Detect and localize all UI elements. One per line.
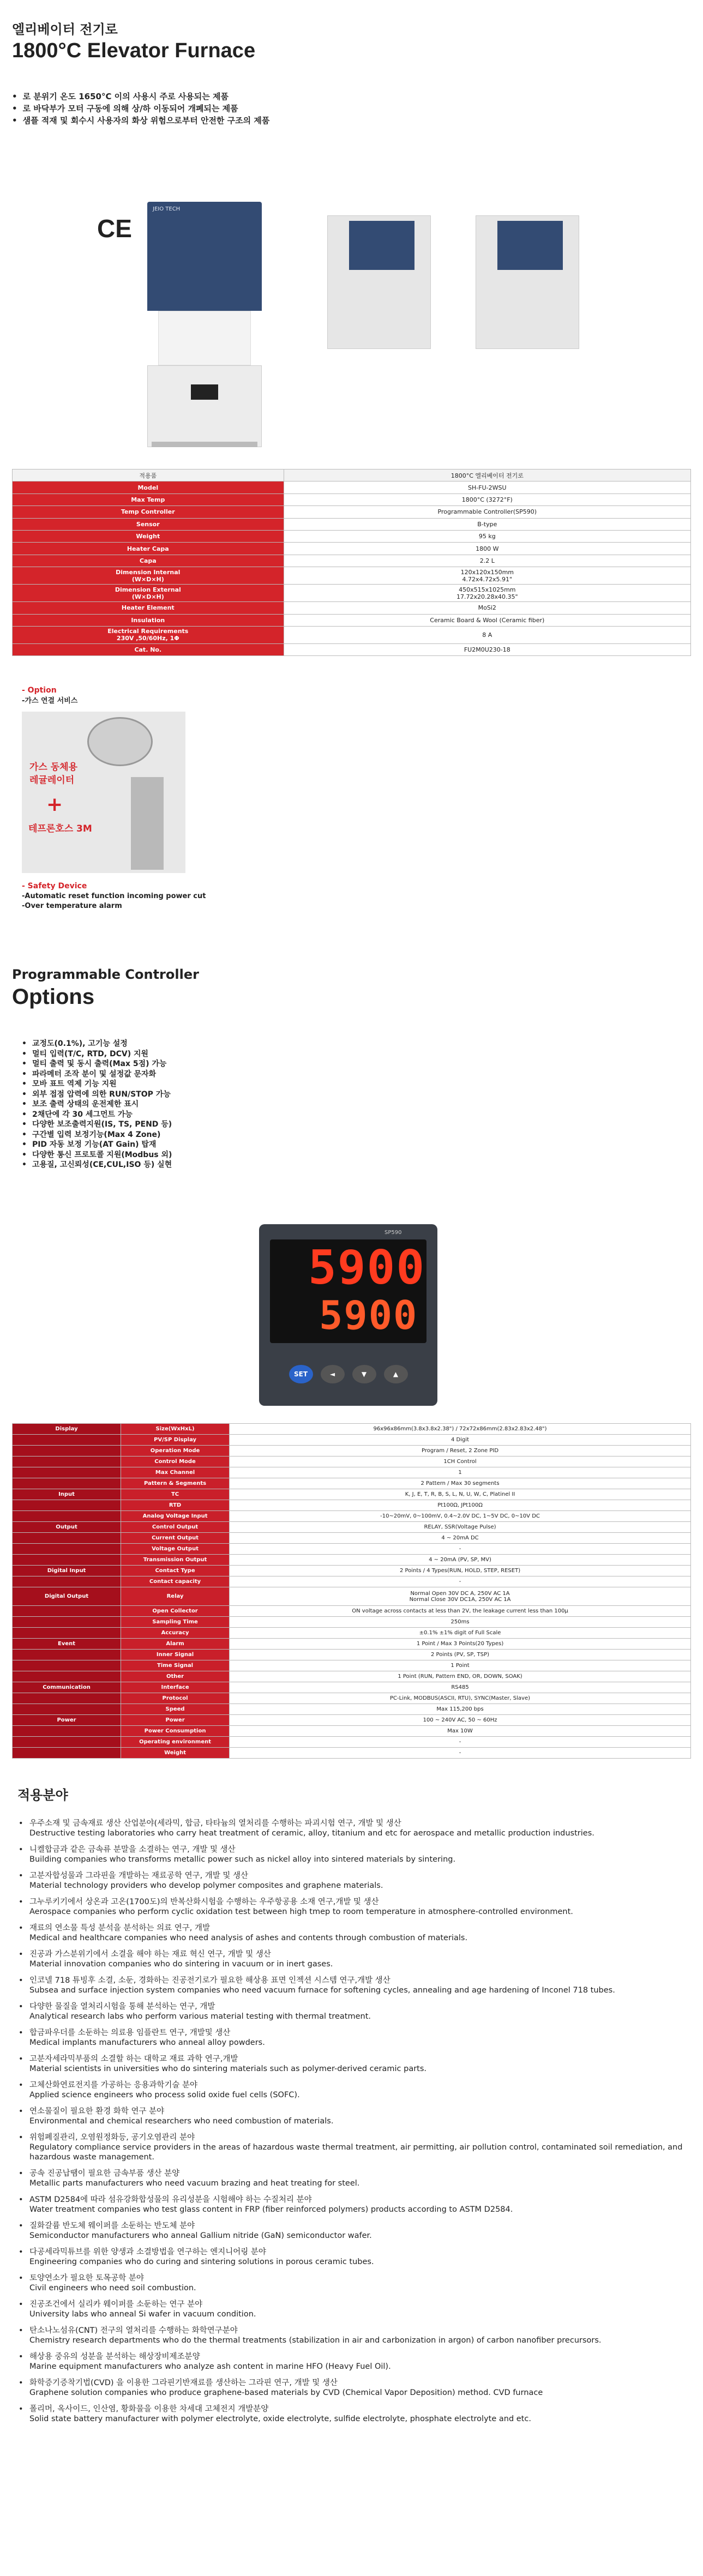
category-cell <box>13 1555 121 1566</box>
application-en: Material scientists in universities who do sintering materials such as polymer-derived ceramic parts. <box>29 2065 427 2073</box>
spec-row <box>13 470 691 482</box>
applications-title: 적용분야 <box>17 1787 68 1803</box>
category-cell: Communication <box>13 1682 121 1693</box>
sub-cell: Voltage Output <box>121 1544 230 1555</box>
spec-key: 적용품 <box>13 470 284 482</box>
option-item: • 파라메터 조작 분이 및 설정값 문자화 <box>22 1069 172 1080</box>
sub-cell: Speed <box>121 1704 230 1715</box>
application-item <box>17 2300 688 2319</box>
sub-cell: Contact Type <box>121 1566 230 1576</box>
application-ko: • 고분자세라믹부품의 소결할 하는 대학교 재료 과학 연구,개발 <box>29 2055 238 2063</box>
application-item <box>17 1949 688 1969</box>
application-en: Solid state battery manufacturer with polymer electrolyte, oxide electrolyte, sulfide electrolyte, phosphate electrolyte and etc. <box>29 2415 531 2423</box>
controller-spec-row <box>13 1544 691 1555</box>
application-en: Medical implants manufacturers who anneal alloy powders. <box>29 2038 265 2047</box>
category-cell <box>13 1544 121 1555</box>
application-en: Metallic parts manufacturers who need vacuum brazing and heat treating for steel. <box>29 2179 360 2188</box>
application-item <box>17 2273 688 2293</box>
category-cell <box>13 1478 121 1489</box>
value-cell: 96x96x86mm(3.8x3.8x2.38") / 72x72x86mm(2.83x2.83x2.48") <box>230 1424 691 1435</box>
category-cell <box>13 1704 121 1715</box>
application-item <box>17 2352 688 2372</box>
application-item <box>17 2106 688 2126</box>
sub-cell: Inner Signal <box>121 1650 230 1660</box>
controller-label: Programmable Controller <box>12 967 199 982</box>
application-ko: • 질화갈륨 반도체 웨이퍼를 소둔하는 반도체 분야 <box>29 2222 195 2230</box>
spec-row <box>13 614 691 626</box>
controller-brand: SP590 <box>384 1230 402 1236</box>
application-ko: • 진공조건에서 실리카 웨이퍼를 소둔하는 연구 분야 <box>29 2300 203 2309</box>
sub-cell: Power Consumption <box>121 1726 230 1737</box>
controller-spec-row <box>13 1446 691 1456</box>
spec-row <box>13 555 691 567</box>
controller-spec-row <box>13 1737 691 1748</box>
value-cell: RS485 <box>230 1682 691 1693</box>
application-item <box>17 2378 688 2398</box>
application-item <box>17 1845 688 1864</box>
sub-cell: Time Signal <box>121 1660 230 1671</box>
spec-row <box>13 518 691 530</box>
application-ko: • 탄소나노섬유(CNT) 전구의 열처리를 수행하는 화학연구분야 <box>29 2326 238 2335</box>
application-ko: • 인코넬 718 튜빙후 소결, 소둔, 경화하는 진공전기로가 필요한 해상용 표면 인젝션 시스템 연구,개발 생산 <box>29 1976 390 1985</box>
safety-list <box>22 892 206 911</box>
applications-section <box>17 1784 688 2430</box>
controller-spec-row <box>13 1467 691 1478</box>
option-item: • 고용질, 고신뢰성(CE,CUL,ISO 등) 실현 <box>22 1160 172 1170</box>
value-cell: 1 <box>230 1467 691 1478</box>
plus-icon: + <box>46 793 63 816</box>
sub-cell: Weight <box>121 1748 230 1759</box>
spec-value: SH-FU-2WSU <box>284 482 690 493</box>
value-cell: 4 Digit <box>230 1435 691 1446</box>
value-cell: PC-Link, MODBUS(ASCII, RTU), SYNC(Master, Slave) <box>230 1693 691 1704</box>
category-cell: Digital Input <box>13 1566 121 1576</box>
sub-cell: Operation Mode <box>121 1446 230 1456</box>
value-cell: 1 Point (RUN, Pattern END, OR, DOWN, SOAK) <box>230 1671 691 1682</box>
controller-spec-row <box>13 1511 691 1522</box>
value-cell: 2 Points / 4 Types(RUN, HOLD, STEP, RESET) <box>230 1566 691 1576</box>
sub-cell: Accuracy <box>121 1628 230 1639</box>
spec-table <box>12 469 691 656</box>
category-cell <box>13 1671 121 1682</box>
controller-spec-row <box>13 1682 691 1693</box>
spec-key: Dimension External (W×D×H) <box>13 585 284 602</box>
spec-key: Temp Controller <box>13 506 284 518</box>
pv-display: 5900 <box>308 1241 426 1295</box>
category-cell <box>13 1606 121 1617</box>
application-item <box>17 1976 688 1995</box>
category-cell <box>13 1435 121 1446</box>
spec-key: Capa <box>13 555 284 567</box>
option-item: • 외부 접점 압력에 의한 RUN/STOP 가능 <box>22 1090 172 1100</box>
sub-cell: RTD <box>121 1500 230 1511</box>
feature-item: • 로 분위기 온도 1650°C 이의 사용시 주로 사용되는 제품 <box>12 91 269 103</box>
spec-value: Ceramic Board & Wool (Ceramic fiber) <box>284 614 690 626</box>
category-cell: Power <box>13 1715 121 1726</box>
option-item: • 모바 표트 역제 기능 지원 <box>22 1079 172 1090</box>
application-ko: • 토양연소가 필요한 토목공학 분야 <box>29 2274 144 2283</box>
spec-value: 95 kg <box>284 530 690 542</box>
controller-spec-row <box>13 1715 691 1726</box>
spec-row <box>13 567 691 585</box>
controller-spec-row <box>13 1566 691 1576</box>
spec-value: MoSi2 <box>284 602 690 614</box>
spec-value: 120x120x150mm 4.72x4.72x5.91" <box>284 567 690 585</box>
sub-cell: Contact capacity <box>121 1576 230 1587</box>
application-ko: • ASTM D2584에 따라 섬유강화합성물의 유리성분을 시험해야 하는 수질처리 분야 <box>29 2195 312 2204</box>
value-cell: RELAY, SSR(Voltage Pulse) <box>230 1522 691 1533</box>
category-cell <box>13 1748 121 1759</box>
application-item <box>17 2221 688 2241</box>
application-ko: • 진공과 가스분위기에서 소결을 해야 하는 재료 혁신 연구, 개발 및 생산 <box>29 1950 271 1959</box>
category-cell <box>13 1650 121 1660</box>
spec-value: 8 A <box>284 626 690 643</box>
controller-spec-row <box>13 1617 691 1628</box>
controller-image <box>259 1224 437 1406</box>
spec-key: Cat. No. <box>13 643 284 655</box>
value-cell: - <box>230 1748 691 1759</box>
option-title: - Option <box>22 686 57 695</box>
value-cell: -10~20mV, 0~100mV, 0.4~2.0V DC, 1~5V DC, 0~10V DC <box>230 1511 691 1522</box>
application-item <box>17 2404 688 2424</box>
spec-value: 450x515x1025mm 17.72x20.28x40.35" <box>284 585 690 602</box>
brand-logo: JEIO TECH <box>153 206 181 212</box>
application-ko: • 위험폐질관리, 오염원정화등, 공기오염관리 분야 <box>29 2133 195 2142</box>
application-item <box>17 1923 688 1943</box>
value-cell: - <box>230 1737 691 1748</box>
spec-row <box>13 626 691 643</box>
application-ko: • 고체산화연료전지를 가공하는 응용과학기술 분야 <box>29 2081 197 2090</box>
controller-spec-row <box>13 1671 691 1682</box>
controller-button: ◄ <box>321 1365 345 1383</box>
application-item <box>17 2326 688 2345</box>
application-item <box>17 2054 688 2074</box>
application-item <box>17 2247 688 2267</box>
value-cell: 2 Pattern / Max 30 segments <box>230 1478 691 1489</box>
application-ko: • 연소물질이 필요한 환경 화학 연구 분야 <box>29 2107 165 2116</box>
value-cell: Max 10W <box>230 1726 691 1737</box>
value-cell: 1 Point <box>230 1660 691 1671</box>
controller-spec-row <box>13 1639 691 1650</box>
application-item <box>17 2080 688 2100</box>
option-item: • PID 자동 보정 기능(AT Gain) 탑재 <box>22 1140 172 1150</box>
options-heading: Options <box>12 985 95 1009</box>
application-en: Applied science engineers who process solid oxide fuel cells (SOFC). <box>29 2091 300 2099</box>
spec-key: Max Temp <box>13 493 284 505</box>
controller-spec-row <box>13 1533 691 1544</box>
spec-value: 1800°C 엘리베이터 전기로 <box>284 470 690 482</box>
hose-label: 테프론호스 3M <box>28 823 92 834</box>
application-en: Analytical research labs who perform various material testing with thermal treatment. <box>29 2012 371 2021</box>
application-item <box>17 1819 688 1838</box>
option-item: • 교정도(0.1%), 고기능 설정 <box>22 1039 172 1049</box>
application-en: Civil engineers who need soil combustion. <box>29 2284 196 2292</box>
application-ko: • 다양한 물질을 열처리시험을 통해 분석하는 연구, 개발 <box>29 2002 215 2011</box>
furnace-photo-open <box>476 215 579 349</box>
option-text: -가스 연결 서비스 <box>22 697 78 705</box>
category-cell <box>13 1628 121 1639</box>
value-cell: ±0.1% ±1% digit of Full Scale <box>230 1628 691 1639</box>
sub-cell: Interface <box>121 1682 230 1693</box>
sub-cell: Alarm <box>121 1639 230 1650</box>
application-en: Environmental and chemical researchers who need combustion of materials. <box>29 2117 334 2126</box>
category-cell <box>13 1533 121 1544</box>
value-cell: - <box>230 1576 691 1587</box>
category-cell: Input <box>13 1489 121 1500</box>
application-ko: • 화학증기증착기법(CVD) 을 이용한 그라핀기반재료를 생산하는 그라핀 연구, 개발 및 생산 <box>29 2379 338 2387</box>
spec-key: Heater Element <box>13 602 284 614</box>
safety-item: -Automatic reset function incoming power cut <box>22 892 206 900</box>
controller-spec-row <box>13 1456 691 1467</box>
controller-spec-row <box>13 1704 691 1715</box>
application-item <box>17 1897 688 1917</box>
safety-item: -Over temperature alarm <box>22 902 122 910</box>
category-cell: Event <box>13 1639 121 1650</box>
application-en: Regulatory compliance service providers in the areas of hazardous waste thermal treatment, air permitting, air pollution control, contaminated soil remediation, and hazardous waste management. <box>29 2143 683 2162</box>
application-en: Aerospace companies who perform cyclic oxidation test between high tmep to room temperature in atmosphere-controlled environment. <box>29 1907 573 1916</box>
application-ko: • 폴리머, 옥사이드, 인산염, 황화물을 이용한 차세대 고체전지 개발분양 <box>29 2405 269 2414</box>
option-item: • 멀티 입력(T/C, RTD, DCV) 지원 <box>22 1049 172 1060</box>
application-en: Destructive testing laboratories who carry heat treatment of ceramic, alloy, titanium and etc for aerospace and metallic production industries. <box>29 1829 594 1838</box>
furnace-hero-image <box>147 202 295 458</box>
spec-row <box>13 530 691 542</box>
spec-value: 1800°C (3272°F) <box>284 493 690 505</box>
category-cell <box>13 1726 121 1737</box>
application-en: Material innovation companies who do sintering in vacuum or in inert gases. <box>29 1960 333 1969</box>
spec-row <box>13 643 691 655</box>
application-en: Engineering companies who do curing and sintering solutions in porous ceramic tubes. <box>29 2258 374 2266</box>
spec-key: Model <box>13 482 284 493</box>
spec-key: Insulation <box>13 614 284 626</box>
spec-value: Programmable Controller(SP590) <box>284 506 690 518</box>
category-cell <box>13 1576 121 1587</box>
sub-cell: Current Output <box>121 1533 230 1544</box>
application-en: Graphene solution companies who produce graphene-based materials by CVD (Chemical Vapor Deposition) method. CVD furnace <box>29 2388 543 2397</box>
option-item: • 다양한 보조출력지원(IS, TS, PEND 등) <box>22 1120 172 1130</box>
application-item <box>17 1871 688 1891</box>
spec-row <box>13 482 691 493</box>
controller-spec-row <box>13 1555 691 1566</box>
ce-mark-icon: CE <box>97 214 132 243</box>
application-ko: • 고분자합성물과 그라핀을 개발하는 재료공학 연구, 개발 및 생산 <box>29 1871 249 1880</box>
application-en: Subsea and surface injection system companies who need vacuum furnace for softening cycles, annealing and age hardening of Inconel 718 tubes. <box>29 1986 615 1995</box>
category-cell: Digital Output <box>13 1587 121 1606</box>
controller-button: ▼ <box>352 1365 376 1383</box>
application-ko: • 그누루키기에서 상온과 고온(1700도)의 반복산화시험을 수행하는 우주항공용 소재 연구,개발 및 생산 <box>29 1898 379 1906</box>
category-cell <box>13 1660 121 1671</box>
sub-cell: Operating environment <box>121 1737 230 1748</box>
category-cell <box>13 1467 121 1478</box>
spec-key: Dimension Internal (W×D×H) <box>13 567 284 585</box>
controller-spec-row <box>13 1628 691 1639</box>
controller-spec-row <box>13 1650 691 1660</box>
sub-cell: Size(WxHxL) <box>121 1424 230 1435</box>
sv-display: 5900 <box>319 1292 418 1338</box>
spec-value: FU2M0U230-18 <box>284 643 690 655</box>
sub-cell: Sampling Time <box>121 1617 230 1628</box>
controller-spec-row <box>13 1606 691 1617</box>
application-en: Building companies who transforms metallic power such as nickel alloy into sintered materials by sintering. <box>29 1855 456 1864</box>
category-cell <box>13 1511 121 1522</box>
controller-spec-row <box>13 1435 691 1446</box>
application-ko: • 재료의 연소물 특성 분석을 분석하는 의료 연구, 개발 <box>29 1924 211 1933</box>
gas-regulator-image <box>22 712 185 873</box>
sub-cell: Pattern & Segments <box>121 1478 230 1489</box>
application-ko: • 합금파우더를 소둔하는 의료용 임플란트 연구, 개발및 생산 <box>29 2029 231 2037</box>
controller-spec-row <box>13 1489 691 1500</box>
sub-cell: Relay <box>121 1587 230 1606</box>
controller-spec-row <box>13 1726 691 1737</box>
category-cell: Display <box>13 1424 121 1435</box>
regulator-label: 가스 동체용 레귤레이터 <box>29 762 78 786</box>
value-cell: 250ms <box>230 1617 691 1628</box>
application-en: Marine equipment manufacturers who analyze ash content in marine HFO (Heavy Fuel Oil). <box>29 2362 391 2371</box>
controller-spec-row <box>13 1478 691 1489</box>
sub-cell: Power <box>121 1715 230 1726</box>
value-cell: 1CH Control <box>230 1456 691 1467</box>
application-en: Medical and healthcare companies who need analysis of ashes and contents through combustion of materials. <box>29 1934 468 1942</box>
controller-spec-row <box>13 1587 691 1606</box>
application-ko: • 다공세라믹튜브를 위한 양생과 소결방법을 연구하는 엔지니어링 분야 <box>29 2248 266 2256</box>
sub-cell: Transmission Output <box>121 1555 230 1566</box>
safety-title: - Safety Device <box>22 882 87 890</box>
controller-spec-row <box>13 1660 691 1671</box>
value-cell: Normal Open 30V DC A, 250V AC 1A Normal Close 30V DC1A, 250V AC 1A <box>230 1587 691 1606</box>
value-cell: 2 Points (PV, SP, TSP) <box>230 1650 691 1660</box>
spec-row <box>13 543 691 555</box>
option-item: • 멀티 출력 및 동시 출력(Max 5점) 가능 <box>22 1059 172 1069</box>
option-item: • 2채단에 각 30 세그먼트 가능 <box>22 1110 172 1120</box>
value-cell: - <box>230 1544 691 1555</box>
value-cell: ON voltage across contacts at less than 2V, the leakage current less than 100μ <box>230 1606 691 1617</box>
application-item <box>17 2133 688 2162</box>
furnace-photo-closed <box>327 215 431 349</box>
controller-spec-table <box>12 1423 691 1759</box>
feature-list <box>12 91 269 127</box>
category-cell <box>13 1500 121 1511</box>
sub-cell: TC <box>121 1489 230 1500</box>
application-item <box>17 2195 688 2214</box>
controller-button: ▲ <box>384 1365 408 1383</box>
option-item: • 구간별 입력 보정기능(Max 4 Zone) <box>22 1130 172 1140</box>
spec-key: Electrical Requirements 230V ,50/60Hz, 1Φ <box>13 626 284 643</box>
application-en: University labs who anneal Si wafer in vacuum condition. <box>29 2310 256 2319</box>
sub-cell: Open Collector <box>121 1606 230 1617</box>
sub-cell: Control Output <box>121 1522 230 1533</box>
spec-key: Sensor <box>13 518 284 530</box>
application-en: Semiconductor manufacturers who anneal Gallium nitride (GaN) semiconductor wafer. <box>29 2231 372 2240</box>
page-title: 1800°C Elevator Furnace <box>12 39 256 62</box>
spec-key: Heater Capa <box>13 543 284 555</box>
feature-item: • 샘플 적재 및 회수시 사용자의 화상 위험으로부터 안전한 구조의 제품 <box>12 115 269 127</box>
sub-cell: PV/SP Display <box>121 1435 230 1446</box>
spec-row <box>13 506 691 518</box>
option-item: • 보조 출력 상태의 운전제한 표시 <box>22 1099 172 1110</box>
application-en: Chemistry research departments who do the thermal treatments (stabilization in air and carbonization in argon) of carbon nanofiber precursors. <box>29 2336 602 2345</box>
application-item <box>17 2169 688 2188</box>
sub-cell: Other <box>121 1671 230 1682</box>
application-en: Water treatment companies who test glass content in FRP (fiber reinforced polymers) products according to ASTM D2584. <box>29 2205 513 2214</box>
controller-spec-row <box>13 1576 691 1587</box>
category-cell <box>13 1617 121 1628</box>
spec-row <box>13 602 691 614</box>
spec-row <box>13 585 691 602</box>
value-cell: Pt100Ω, JPt100Ω <box>230 1500 691 1511</box>
spec-row <box>13 493 691 505</box>
application-ko: • 우주소재 및 금속재료 생산 산업분야(세라믹, 합금, 타타늄의 열처리를 수행하는 파괴시험 연구, 개발 및 생산 <box>29 1819 401 1828</box>
sub-cell: Analog Voltage Input <box>121 1511 230 1522</box>
sub-cell: Max Channel <box>121 1467 230 1478</box>
feature-item: • 로 바닥부가 모터 구동에 의해 상/하 이동되어 개폐되는 제품 <box>12 103 269 115</box>
spec-value: 1800 W <box>284 543 690 555</box>
sub-cell: Protocol <box>121 1693 230 1704</box>
controller-spec-row <box>13 1693 691 1704</box>
application-ko: • 공속 진공납땜이 필요한 금속부품 생산 분양 <box>29 2169 180 2178</box>
spec-key: Weight <box>13 530 284 542</box>
spec-value: B-type <box>284 518 690 530</box>
value-cell: 4 ~ 20mA (PV, SP, MV) <box>230 1555 691 1566</box>
application-item <box>17 2002 688 2021</box>
applications-list <box>17 1819 688 2424</box>
option-item: • 다양한 통신 프로토콜 지원(Modbus 외) <box>22 1150 172 1160</box>
sub-cell: Control Mode <box>121 1456 230 1467</box>
controller-spec-row <box>13 1522 691 1533</box>
controller-button: SET <box>289 1365 313 1383</box>
options-list <box>22 1039 172 1170</box>
value-cell: 4 ~ 20mA DC <box>230 1533 691 1544</box>
value-cell: 1 Point / Max 3 Points(20 Types) <box>230 1639 691 1650</box>
application-item <box>17 2028 688 2048</box>
spec-value: 2.2 L <box>284 555 690 567</box>
title-korean: 엘리베이터 전기로 <box>12 22 118 37</box>
controller-spec-row <box>13 1748 691 1759</box>
category-cell <box>13 1446 121 1456</box>
value-cell: Program / Reset, 2 Zone PID <box>230 1446 691 1456</box>
category-cell <box>13 1737 121 1748</box>
category-cell: Output <box>13 1522 121 1533</box>
category-cell <box>13 1693 121 1704</box>
value-cell: K, J, E, T, R, B, S, L, N, U, W, C, Platinel II <box>230 1489 691 1500</box>
value-cell: 100 ~ 240V AC, 50 ~ 60Hz <box>230 1715 691 1726</box>
controller-spec-row <box>13 1424 691 1435</box>
category-cell <box>13 1456 121 1467</box>
application-ko: • 니켈합금과 같은 금속류 분말을 소결하는 연구, 개발 및 생산 <box>29 1845 236 1854</box>
application-en: Material technology providers who develop polymer composites and graphene materials. <box>29 1881 383 1890</box>
value-cell: Max 115,200 bps <box>230 1704 691 1715</box>
controller-spec-row <box>13 1500 691 1511</box>
application-ko: • 해상용 중유의 성분을 분석하는 해상장비제조분양 <box>29 2352 200 2361</box>
